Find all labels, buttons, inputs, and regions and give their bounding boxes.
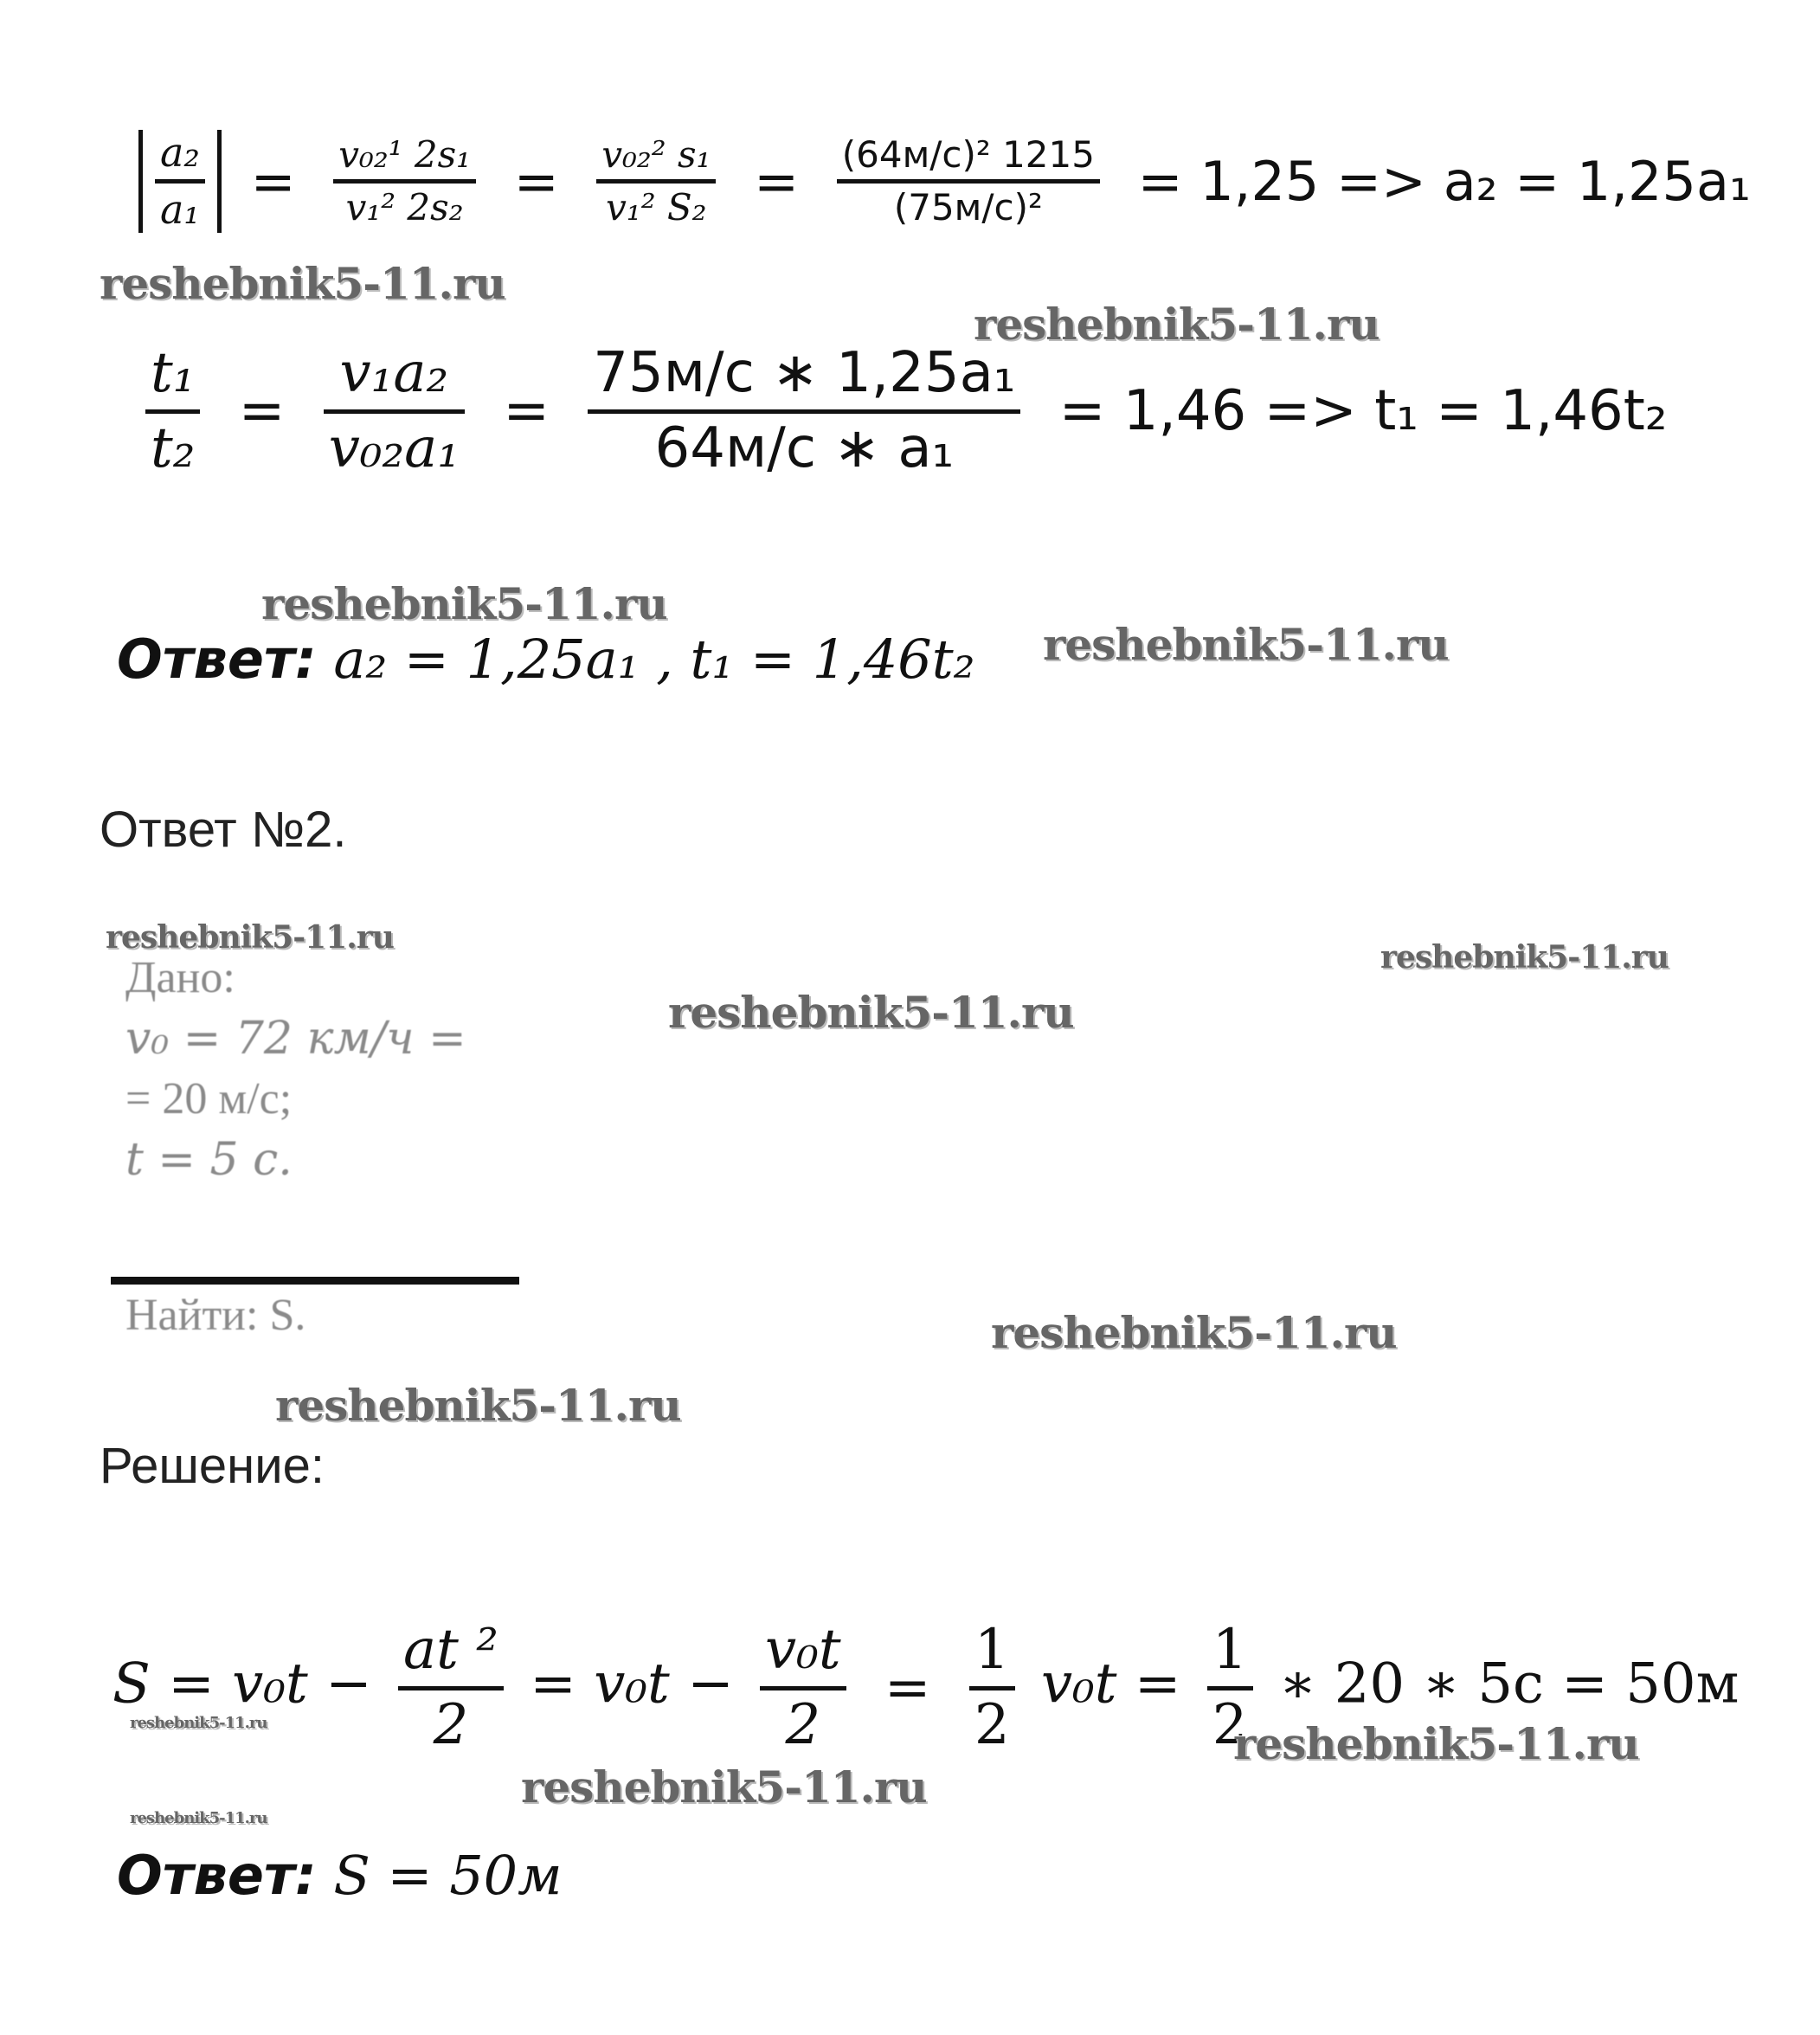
watermark: reshebnik5-11.ru [1043, 619, 1449, 670]
given-block [125, 948, 466, 1190]
watermark: reshebnik5-11.ru [100, 258, 505, 309]
given-time: t = 5 с. [125, 1134, 293, 1186]
equation-time-ratio: $\frac{\text{t₁}}{\text{t₂}}$ = $\frac{\text{v₁a₂}}{\text{v₀₂a₁}}$ = $\frac{\text{75м/с ∗ 1,25a₁}}{\text{64м/с ∗ a₁}}$ = 1,46 => t₁ = 1,46t₂ [137, 342, 1680, 480]
watermark: reshebnik5-11.ru [261, 578, 667, 629]
answer-label: Ответ: [117, 628, 317, 691]
watermark: reshebnik5-11.ru [275, 1380, 681, 1431]
answer-value: a₂ = 1,25a₁ , t₁ = 1,46t₂ [333, 628, 975, 691]
given-initial-speed: v₀ = 72 км/ч = [125, 1013, 466, 1065]
abs-value-bars: $\frac{\text{a₂}}{\text{a₁}}$ [138, 130, 222, 233]
watermark: reshebnik5-11.ru [130, 1714, 267, 1732]
answer-2 [117, 1844, 563, 1907]
equation-time-result: = 1,46 => t₁ = 1,46t₂ [1058, 379, 1668, 444]
find-line: Найти: S. [125, 1291, 306, 1340]
watermark: reshebnik5-11.ru [106, 919, 394, 956]
watermark: reshebnik5-11.ru [991, 1307, 1397, 1358]
given-initial-speed-si: = 20 м/с; [125, 1074, 293, 1124]
watermark: reshebnik5-11.ru [130, 1809, 267, 1827]
watermark: reshebnik5-11.ru [1233, 1718, 1639, 1769]
equation-distance: S = v₀t − $\frac{\text{at ²}}{2}$ = v₀t − $\frac{\text{v₀t}}{2}$ = $\frac{1}{2}$ v₀t = $\frac{1}{2}$ ∗ 20 ∗ 5c = 50м [113, 1618, 1740, 1757]
answer-1 [117, 628, 975, 691]
given-title: Дано: [125, 953, 235, 1002]
equation-accel-result: = 1,25 => a₂ = 1,25a₁ [1137, 149, 1751, 213]
divider-line [111, 1277, 519, 1285]
answer-value: S = 50м [333, 1844, 563, 1907]
section-heading: Ответ №2. [100, 802, 347, 858]
answer-label: Ответ: [117, 1844, 317, 1907]
watermark: reshebnik5-11.ru [521, 1761, 927, 1813]
watermark: reshebnik5-11.ru [1380, 939, 1669, 976]
solution-heading: Решение: [100, 1438, 325, 1494]
watermark: reshebnik5-11.ru [668, 987, 1074, 1038]
watermark: reshebnik5-11.ru [974, 299, 1379, 350]
equation-accel-ratio: $\frac{\text{a₂}}{\text{a₁}}$ = $\frac{\text{v₀₂¹ 2s₁}}{\text{v₁² 2s₂}}$ = $\frac{\text{v₀₂² s₁}}{\text{v₁² S₂}}$ = $\frac{\text{(64м/с)² 1215}}{\text{(75м/с)²}}$ = 1,25 => a₂ = 1,25a₁ [138, 130, 1763, 233]
